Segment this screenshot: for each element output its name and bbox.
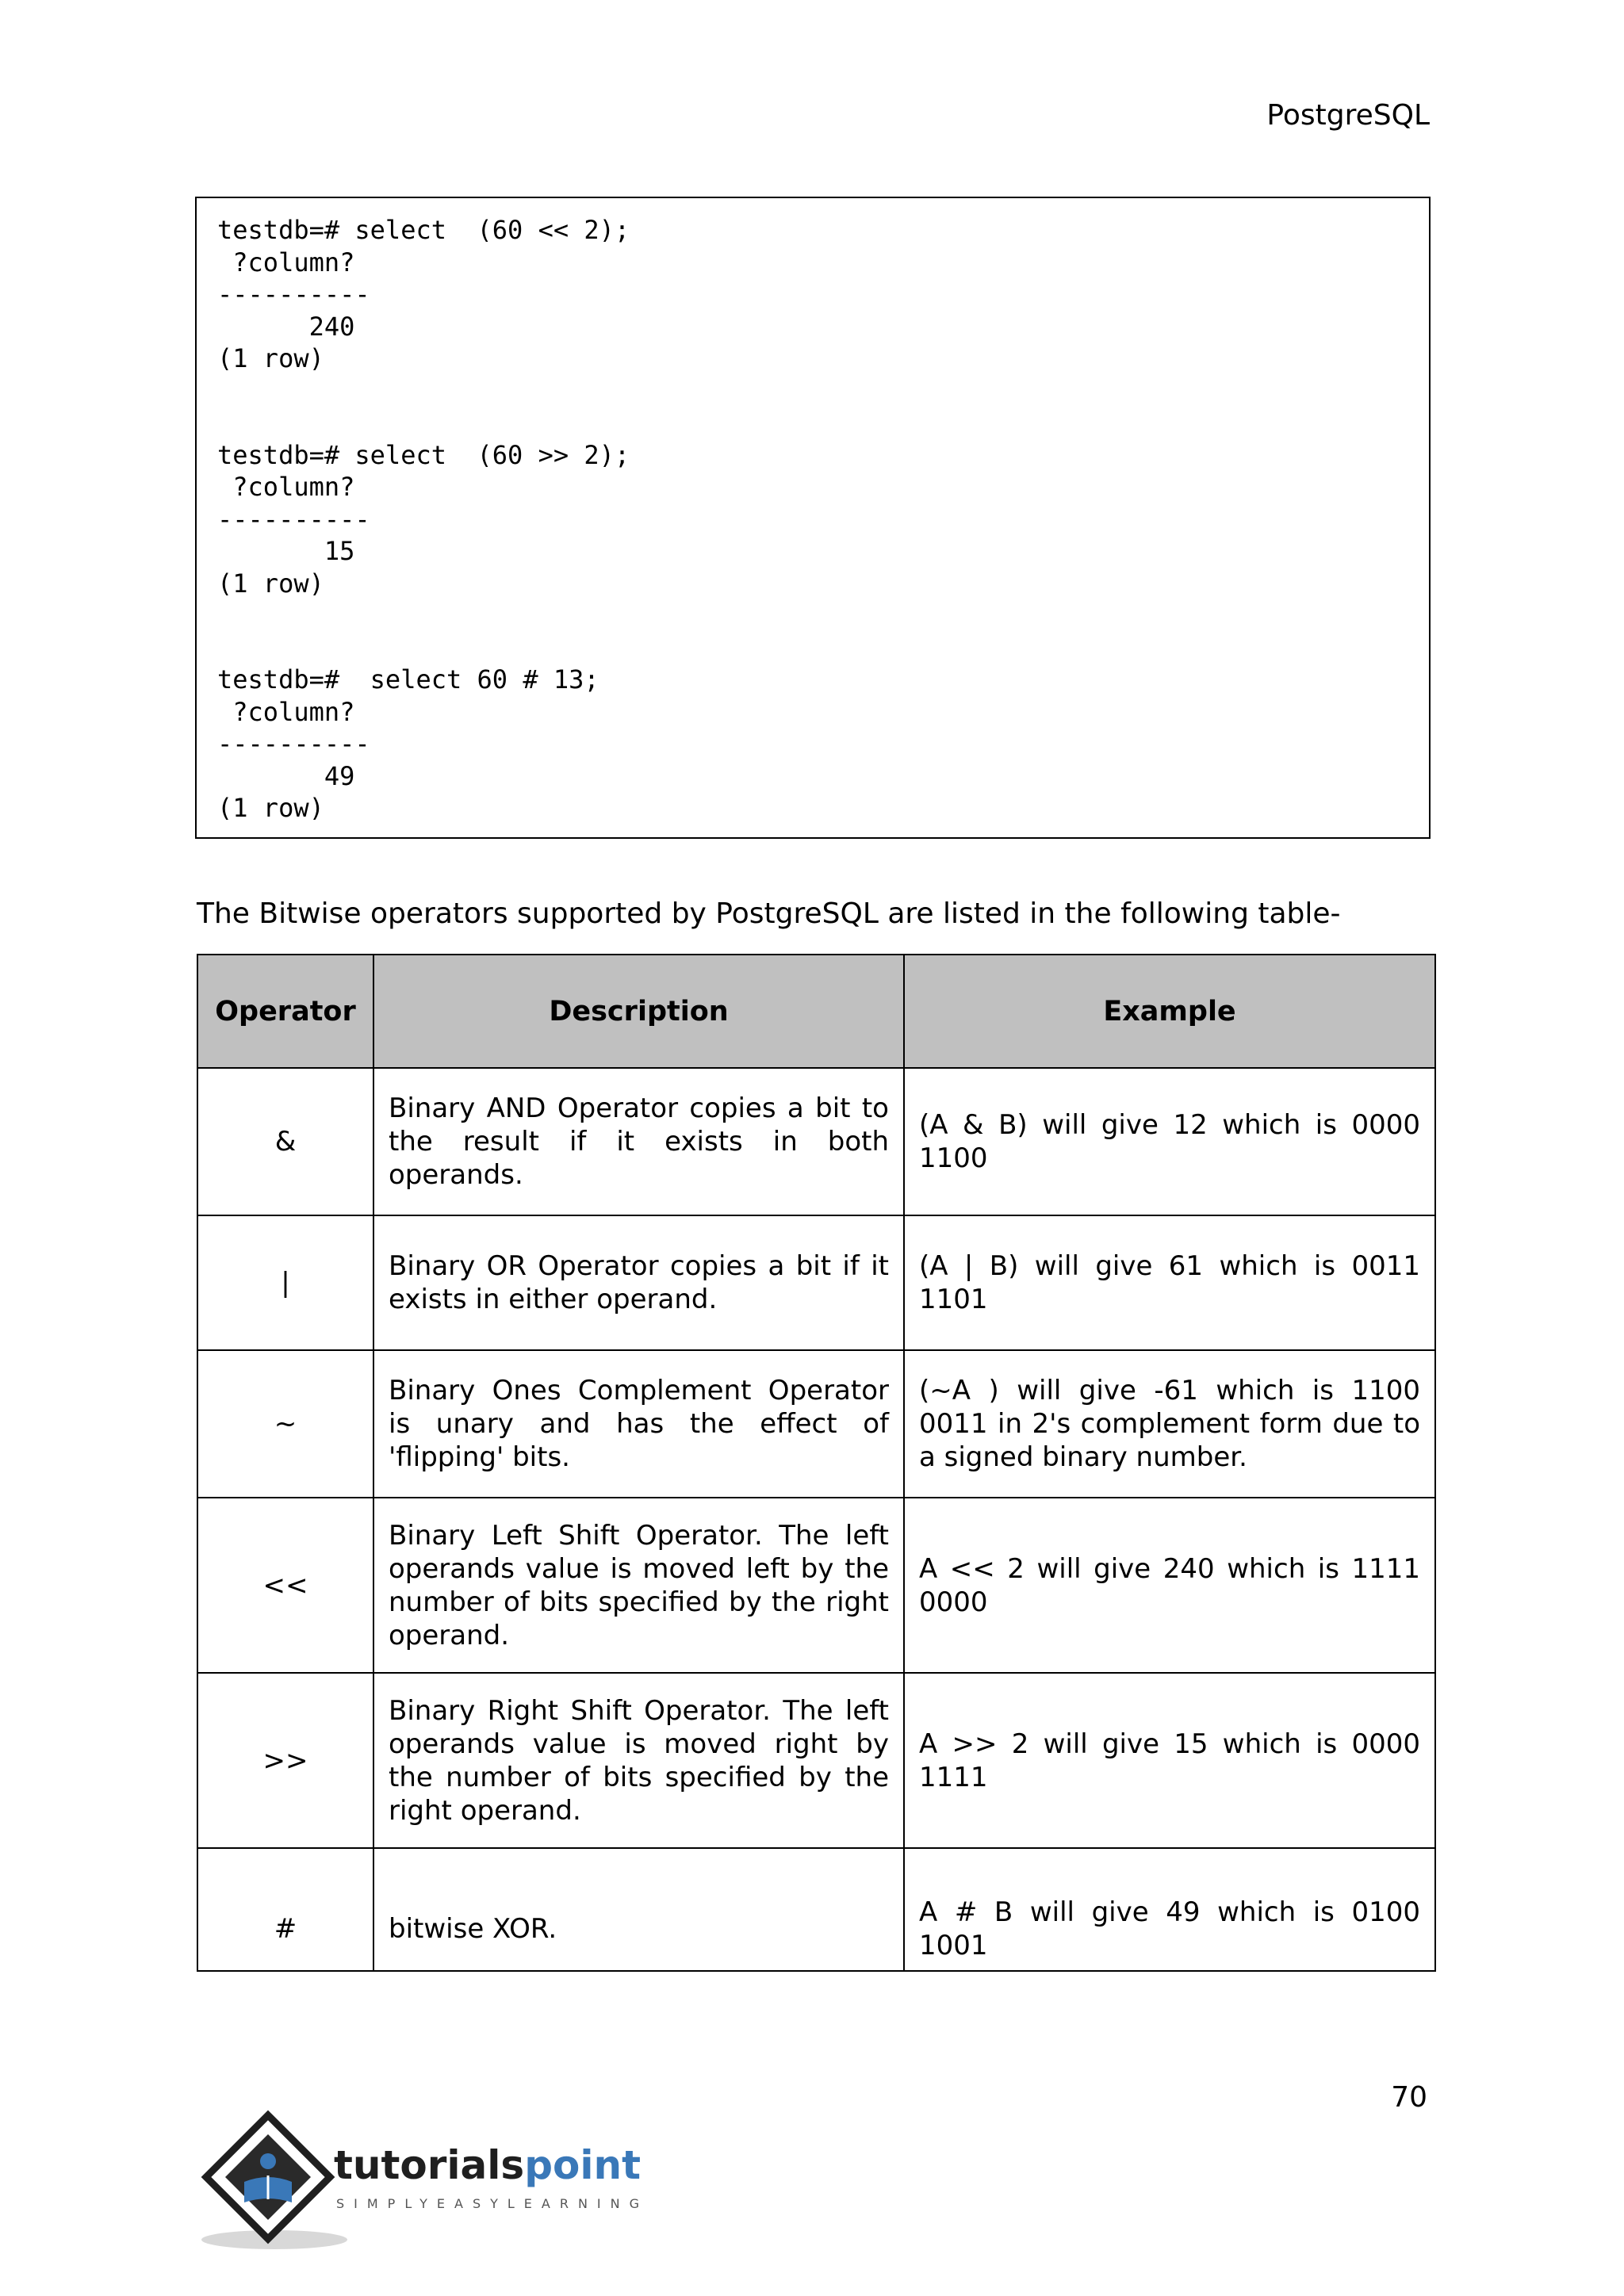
page-number: 70 [1391, 2081, 1427, 2114]
table-row [197, 1498, 1435, 1673]
description-cell: Binary Ones Complement Operator is unary and has the effect of 'flipping' bits. [373, 1350, 904, 1498]
operator-cell: << [197, 1498, 373, 1673]
description-cell: Binary Right Shift Operator. The left operands value is moved right by the number of bits specified by the right operand. [373, 1673, 904, 1848]
description-cell: Binary Left Shift Operator. The left operands value is moved left by the number of bits specified by the right operand. [373, 1498, 904, 1673]
table-header-row [197, 955, 1435, 1068]
example-cell: A << 2 will give 240 which is 1111 0000 [904, 1498, 1435, 1673]
description-cell: Binary AND Operator copies a bit to the result if it exists in both operands. [373, 1068, 904, 1215]
code-block-text: testdb=# select (60 << 2); ?column? ---------- 240 (1 row) testdb=# select (60 >> 2); ?column? ---------- 15 (1 row) testdb=# select 60 # 13; ?column? ---------- 49 (1 row) [217, 215, 630, 823]
running-header-title: PostgreSQL [1266, 99, 1430, 132]
example-cell: A >> 2 will give 15 which is 0000 1111 [904, 1673, 1435, 1848]
operator-cell: ~ [197, 1350, 373, 1498]
example-cell: A # B will give 49 which is 0100 1001 [904, 1848, 1435, 1971]
table-row [197, 1848, 1435, 1971]
operator-cell: & [197, 1068, 373, 1215]
tutorialspoint-logo [195, 2109, 671, 2252]
operator-cell: | [197, 1215, 373, 1350]
table-row [197, 1350, 1435, 1498]
description-cell: bitwise XOR. [373, 1848, 904, 1971]
table-row [197, 1215, 1435, 1350]
bitwise-operators-table [197, 954, 1436, 1972]
table-row [197, 1673, 1435, 1848]
example-cell: (A & B) will give 12 which is 0000 1100 [904, 1068, 1435, 1215]
table-row [197, 1068, 1435, 1215]
operator-cell: >> [197, 1673, 373, 1848]
code-block [195, 197, 1431, 839]
logo-figure-head [260, 2153, 276, 2169]
description-cell: Binary OR Operator copies a bit if it exists in either operand. [373, 1215, 904, 1350]
header-operator: Operator [197, 955, 373, 1068]
example-cell: (~A ) will give -61 which is 1100 0011 in 2's complement form due to a signed binary number. [904, 1350, 1435, 1498]
header-description: Description [373, 955, 904, 1068]
intro-paragraph: The Bitwise operators supported by PostgreSQL are listed in the following table- [197, 897, 1341, 930]
logo-wordmark: tutorialspoint [334, 2142, 641, 2188]
operator-cell: # [197, 1848, 373, 1971]
example-cell: (A | B) will give 61 which is 0011 1101 [904, 1215, 1435, 1350]
header-example: Example [904, 955, 1435, 1068]
logo-tagline: SIMPLYEASYLEARNING [336, 2196, 649, 2211]
